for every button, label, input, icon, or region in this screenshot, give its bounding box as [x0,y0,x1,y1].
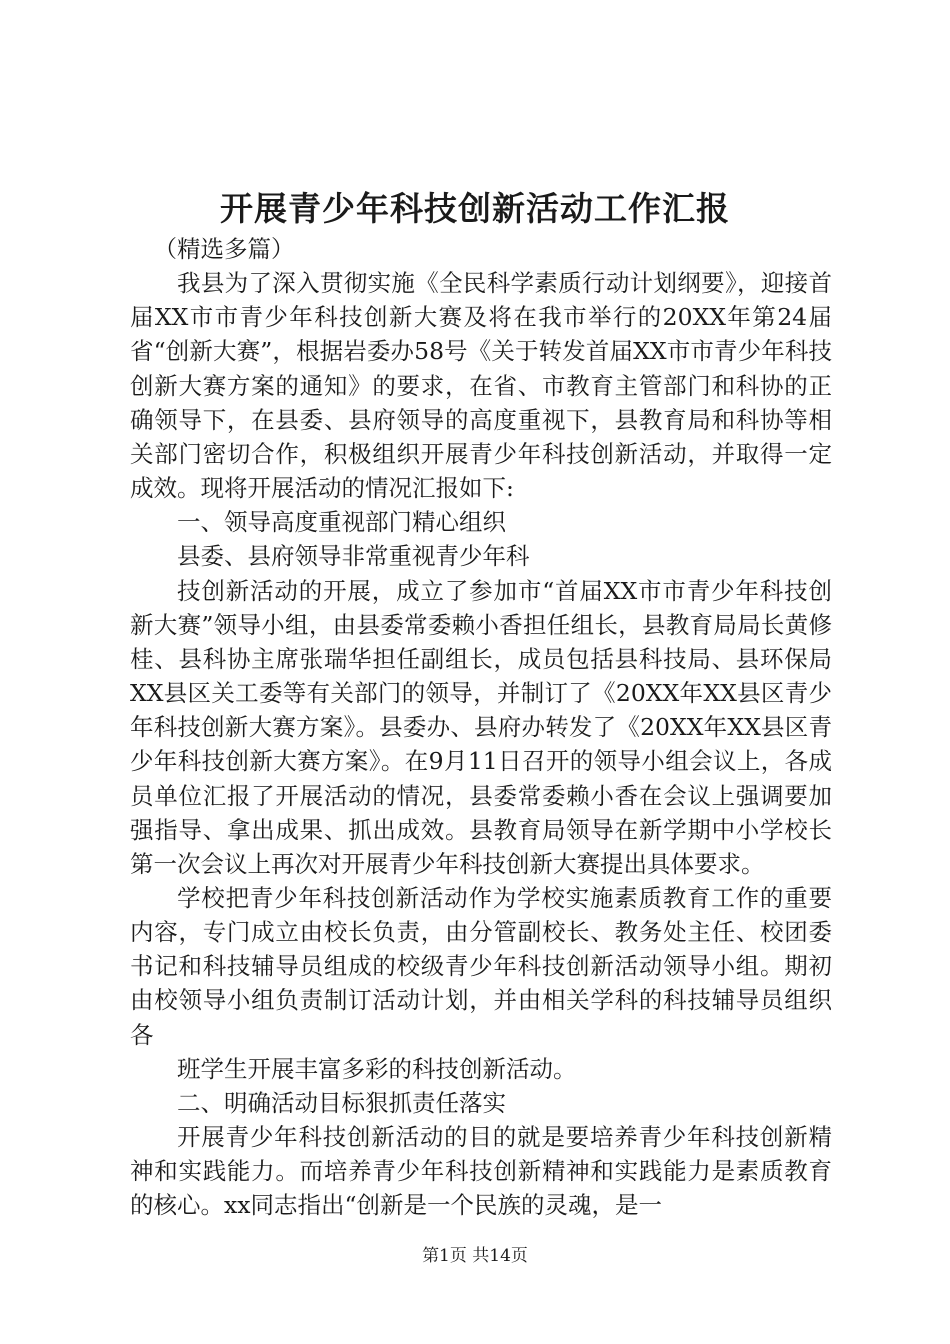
section-heading-2: 二、明确活动目标狠抓责任落实 [177,1088,506,1117]
paragraph: 技创新活动的开展，成立了参加市“首届XX市市青少年科技创新大赛”领导小组，由县委常委赖小香担任组长，县教育局局长黄修桂、县科协主席张瑞华担任副组长，成员包括县科技局、县环保局XX县区关工委等有关部门的领导，并制订了《20XX年XX县区青少年科技创新大赛方案》。县委办、县府办转发了《20XX年XX县区青少年科技创新大赛方案》。在9月11日召开的领导小组会议上，各成员单位汇报了开展活动的情况，县委常委赖小香在会议上强调要加强指导、拿出成果、抓出成效。县教育局领导在新学期中小学校长第一次会议上再次对开展青少年科技创新大赛提出具体要求。 [130,576,832,878]
document-title: 开展青少年科技创新活动工作汇报 [220,189,730,228]
paragraph: 学校把青少年科技创新活动作为学校实施素质教育工作的重要内容，专门成立由校长负责，由分管副校长、教务处主任、校团委书记和科技辅导员组成的校级青少年科技创新活动领导小组。期初由校领导小组负责制订活动计划，并由相关学科的科技辅导员组织各 [130,883,832,1049]
paragraph: 县委、县府领导非常重视青少年科 [177,542,530,571]
document-subtitle: （精选多篇） [153,235,295,263]
paragraph-intro: 我县为了深入贯彻实施《全民科学素质行动计划纲要》，迎接首届XX市市青少年科技创新大赛及将在我市举行的20XX年第24届省“创新大赛”，根据岩委办58号《关于转发首届XX市市青少年科技创新大赛方案的通知》的要求，在省、市教育主管部门和科协的正确领导下，在县委、县府领导的高度重视下，县教育局和科协等相关部门密切合作，积极组织开展青少年科技创新活动，并取得一定成效。现将开展活动的情况汇报如下: [130,269,832,503]
document-body [130,232,832,1223]
page-number: 第1页 共14页 [422,1246,528,1266]
section-heading-1: 一、领导高度重视部门精心组织 [177,508,506,537]
paragraph: 班学生开展丰富多彩的科技创新活动。 [177,1054,577,1083]
paragraph: 开展青少年科技创新活动的目的就是要培养青少年科技创新精神和实践能力。而培养青少年科技创新精神和实践能力是素质教育的核心。xx同志指出“创新是一个民族的灵魂，是一 [130,1123,832,1220]
